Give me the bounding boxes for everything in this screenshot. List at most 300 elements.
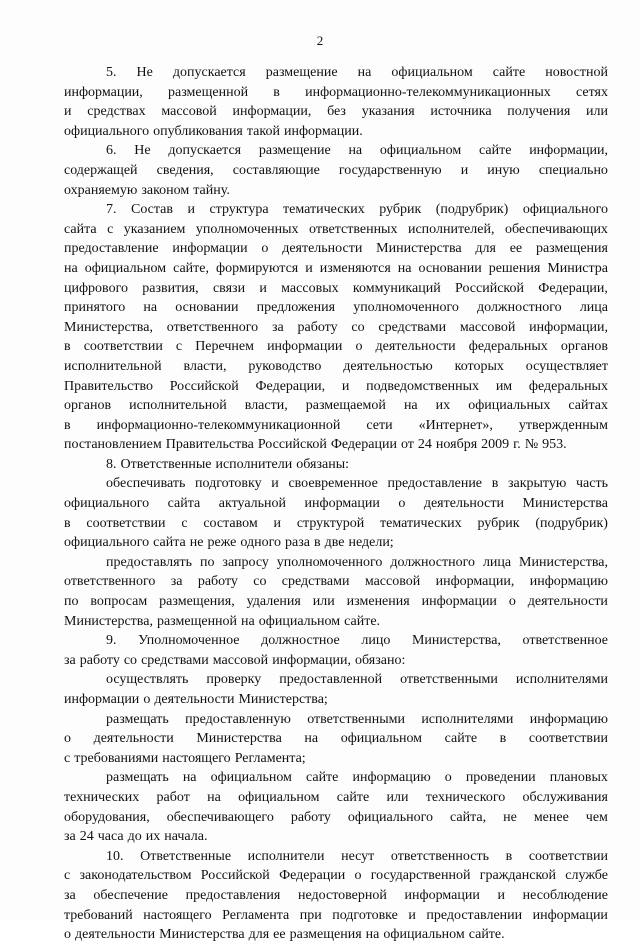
word: информацию bbox=[529, 711, 608, 727]
word: ее bbox=[509, 241, 523, 257]
word: настоящего bbox=[162, 750, 231, 766]
word: уполномоченного bbox=[276, 554, 383, 570]
word: в bbox=[273, 84, 280, 100]
word: информацию bbox=[529, 574, 608, 590]
text-line bbox=[64, 474, 608, 494]
paragraph-p9 bbox=[64, 631, 608, 670]
word: Министерства bbox=[159, 927, 245, 943]
word: такой bbox=[246, 123, 280, 139]
word: сведения, bbox=[156, 162, 214, 178]
text-line bbox=[64, 455, 608, 475]
word: информации bbox=[172, 241, 248, 257]
text-line bbox=[64, 279, 608, 299]
word: на bbox=[348, 143, 363, 159]
word: Федерации bbox=[330, 437, 397, 453]
word: сайта, bbox=[450, 809, 487, 825]
word: до bbox=[127, 829, 142, 845]
word: исполнителями bbox=[515, 672, 608, 688]
word: основании bbox=[418, 260, 482, 276]
word: Не bbox=[134, 143, 151, 159]
word: тематических bbox=[380, 515, 462, 531]
word: две bbox=[324, 535, 345, 551]
word: Министра bbox=[547, 260, 608, 276]
paragraph-p8a bbox=[64, 474, 608, 552]
text-line bbox=[64, 239, 608, 259]
text-line bbox=[64, 416, 608, 436]
word: с bbox=[64, 868, 71, 884]
word: раза bbox=[285, 535, 310, 551]
word: на bbox=[403, 398, 418, 414]
word: официального bbox=[522, 202, 608, 218]
text-line bbox=[64, 906, 608, 926]
word: деятельностью bbox=[343, 358, 433, 374]
word: работу bbox=[297, 319, 338, 335]
word: информации, bbox=[435, 574, 515, 590]
word: сайте. bbox=[344, 613, 381, 629]
word: Российской bbox=[200, 868, 270, 884]
word: своевременное bbox=[288, 476, 378, 492]
word: массовых bbox=[281, 280, 339, 296]
paragraph-p6 bbox=[64, 141, 608, 200]
word: ответственное bbox=[522, 633, 608, 649]
word: в bbox=[505, 848, 513, 864]
word: за bbox=[271, 319, 284, 335]
word: осуществлять bbox=[106, 672, 189, 688]
word: официального bbox=[347, 809, 434, 825]
word: Ответственные bbox=[120, 456, 212, 472]
word: Уполномоченное bbox=[138, 633, 240, 649]
word: за bbox=[64, 887, 76, 903]
text-line bbox=[64, 710, 608, 730]
word: обеспечивать bbox=[106, 476, 186, 492]
word: органов bbox=[64, 398, 112, 414]
word: работу bbox=[197, 574, 238, 590]
word: плановых bbox=[549, 770, 608, 786]
word: настоящего bbox=[143, 907, 212, 923]
text-line bbox=[64, 298, 608, 318]
paragraph-p8b bbox=[64, 553, 608, 631]
word: допускается bbox=[168, 143, 242, 159]
word: ответственность bbox=[390, 848, 489, 864]
word: требований bbox=[64, 907, 133, 923]
word: массовой bbox=[459, 319, 516, 335]
word: Министерства bbox=[196, 731, 282, 747]
word: оборудования, bbox=[64, 809, 150, 825]
word: или bbox=[386, 789, 409, 805]
word: предоставление bbox=[64, 241, 159, 257]
word: от bbox=[400, 437, 414, 453]
word: проведении bbox=[465, 770, 536, 786]
word: 24 bbox=[79, 829, 94, 845]
word: сайте bbox=[305, 770, 339, 786]
word: обеспечивающих bbox=[504, 221, 608, 237]
word: (подрубрик) bbox=[535, 515, 608, 531]
word: и bbox=[497, 887, 506, 903]
word: сайте. bbox=[468, 927, 505, 943]
word: лицо bbox=[361, 633, 391, 649]
word: лица bbox=[482, 554, 512, 570]
word: Министерства bbox=[376, 241, 462, 257]
word: часть bbox=[575, 476, 608, 492]
word: соответствии bbox=[528, 731, 608, 747]
word: удаления bbox=[246, 594, 301, 610]
word: исполнительной bbox=[129, 398, 227, 414]
word: исполнителями bbox=[421, 711, 514, 727]
word: постановлением bbox=[64, 437, 162, 453]
word: работ bbox=[156, 789, 190, 805]
word: получения bbox=[507, 104, 571, 120]
word: о bbox=[354, 868, 362, 884]
word: официального bbox=[64, 123, 150, 139]
word: не bbox=[189, 535, 204, 551]
text-line bbox=[64, 572, 608, 592]
word: деятельности bbox=[154, 692, 235, 707]
word: исполнительной bbox=[64, 358, 162, 374]
word: связи bbox=[212, 280, 246, 296]
word: на bbox=[241, 613, 255, 629]
word: массовой bbox=[364, 574, 421, 590]
text-line bbox=[64, 670, 608, 690]
word: исполнители bbox=[215, 456, 293, 472]
word: размещение bbox=[265, 65, 338, 80]
word: новостной bbox=[545, 65, 608, 80]
word: на bbox=[182, 770, 197, 786]
word: подготовке bbox=[332, 907, 398, 923]
word: размещение bbox=[258, 143, 331, 159]
word: вопросам bbox=[90, 594, 148, 610]
text-line bbox=[64, 651, 608, 671]
word: 2009 bbox=[481, 437, 510, 453]
word: предоставленную bbox=[185, 711, 291, 727]
word: официальном bbox=[258, 613, 341, 629]
word: обеспечивающего bbox=[166, 809, 274, 825]
word: средствами bbox=[281, 574, 350, 590]
word: должностное bbox=[261, 633, 340, 649]
text-line bbox=[64, 749, 608, 769]
word: сайта bbox=[167, 496, 201, 512]
word: уполномоченного bbox=[353, 300, 459, 316]
word: и bbox=[187, 202, 195, 218]
word: размещения bbox=[289, 927, 362, 943]
word: несоблюдение bbox=[522, 887, 608, 903]
word: (подрубрик) bbox=[435, 202, 509, 218]
word: указанием bbox=[123, 221, 186, 237]
word: официальном bbox=[238, 789, 320, 805]
text-line bbox=[64, 729, 608, 749]
word: утвержденным bbox=[518, 417, 608, 433]
word: в bbox=[499, 731, 507, 747]
word: изменения bbox=[346, 594, 410, 610]
word: технического bbox=[425, 789, 506, 805]
word: рубрик bbox=[477, 515, 520, 531]
word: сайте bbox=[492, 65, 526, 80]
word: официальных bbox=[468, 398, 551, 414]
text-line bbox=[64, 808, 608, 828]
word: и bbox=[259, 280, 267, 296]
word: размещенной bbox=[168, 84, 249, 100]
word: Российской bbox=[257, 437, 327, 453]
word: и bbox=[273, 515, 282, 531]
word: № bbox=[524, 437, 539, 453]
word: размещать bbox=[106, 711, 169, 727]
word: тематических bbox=[283, 202, 365, 218]
paragraph-p10 bbox=[64, 847, 608, 945]
word: требованиями bbox=[74, 750, 159, 766]
word: работу bbox=[79, 652, 120, 668]
word: на bbox=[304, 731, 319, 747]
word: реже bbox=[207, 535, 237, 551]
word: со bbox=[351, 319, 365, 335]
word: тайну. bbox=[193, 182, 230, 198]
word: на bbox=[207, 789, 221, 805]
word: со bbox=[253, 574, 267, 590]
word: органов bbox=[560, 339, 608, 355]
word: не bbox=[503, 809, 517, 825]
word: о bbox=[398, 496, 406, 512]
word: федеральных bbox=[528, 378, 608, 394]
word: формируются bbox=[216, 260, 299, 276]
word: средствах bbox=[87, 104, 146, 120]
paragraph-p5 bbox=[64, 63, 608, 141]
word: предложения bbox=[256, 300, 336, 316]
word: власти, bbox=[244, 398, 288, 414]
text-line bbox=[64, 886, 608, 906]
paragraph-p9c bbox=[64, 768, 608, 846]
word: на bbox=[64, 260, 78, 276]
word: сетях bbox=[575, 84, 608, 100]
word: запросу bbox=[222, 554, 269, 570]
word: исполнителей, bbox=[407, 221, 495, 237]
word: закрытую bbox=[507, 476, 567, 492]
word: Регламента bbox=[222, 907, 290, 923]
word: официального bbox=[64, 535, 150, 551]
word: часа bbox=[97, 829, 124, 845]
word: и bbox=[271, 476, 279, 492]
word: информации bbox=[404, 887, 480, 903]
word: 6. bbox=[106, 143, 117, 159]
word: средствами bbox=[378, 319, 447, 335]
text-line bbox=[64, 847, 608, 867]
word: допускается bbox=[172, 65, 246, 80]
word: сайте, bbox=[173, 260, 209, 276]
word: работу bbox=[290, 809, 331, 825]
word: ответственными bbox=[400, 672, 498, 688]
word: уполномоченных bbox=[195, 221, 299, 237]
word: проверку bbox=[206, 672, 262, 688]
word: структурой bbox=[296, 515, 365, 531]
word: информации bbox=[532, 907, 608, 923]
word: 953. bbox=[542, 437, 567, 453]
word: подготовку bbox=[195, 476, 262, 492]
text-line bbox=[64, 141, 608, 161]
text-line bbox=[64, 63, 608, 83]
word: на bbox=[397, 260, 412, 276]
word: соответствии bbox=[86, 515, 166, 531]
paragraph-p9a bbox=[64, 670, 608, 709]
word: информации, bbox=[64, 84, 143, 100]
word: деятельности bbox=[423, 496, 504, 512]
word: соответствии bbox=[83, 339, 163, 355]
text-line bbox=[64, 161, 608, 181]
word: законодательством bbox=[79, 868, 192, 884]
word: в bbox=[64, 339, 71, 355]
word: составляющие bbox=[232, 162, 320, 178]
word: «Интернет», bbox=[418, 417, 493, 433]
word: информации. bbox=[283, 123, 363, 139]
word: иную bbox=[487, 162, 520, 178]
word: размещаемой bbox=[305, 398, 386, 414]
word: соответствии bbox=[528, 848, 608, 864]
word: размещенной bbox=[156, 613, 238, 629]
word: 7. bbox=[106, 202, 117, 218]
word: с bbox=[64, 750, 71, 766]
word: официальном bbox=[210, 770, 292, 786]
word: информации, bbox=[272, 652, 351, 668]
text-line bbox=[64, 631, 608, 651]
word: Федерации bbox=[279, 868, 346, 884]
word: Министерства, bbox=[64, 319, 153, 335]
word: и bbox=[408, 907, 416, 923]
word: по bbox=[200, 554, 215, 570]
word: предоставлять bbox=[106, 554, 193, 570]
word: официальном bbox=[391, 65, 473, 80]
word: лица bbox=[579, 300, 608, 316]
word: руководство bbox=[248, 358, 322, 374]
text-line bbox=[64, 200, 608, 220]
word: информации, bbox=[232, 104, 312, 120]
word: информации bbox=[304, 496, 380, 512]
word: их bbox=[435, 398, 451, 414]
word: Министерства; bbox=[238, 692, 328, 707]
word: в bbox=[64, 515, 71, 531]
paragraph-p7 bbox=[64, 200, 608, 455]
word: опубликования bbox=[153, 123, 243, 139]
word: должностного bbox=[390, 554, 476, 570]
paragraph-p8 bbox=[64, 455, 608, 475]
text-line bbox=[64, 83, 608, 103]
word: сайте bbox=[479, 143, 512, 159]
word: Федерации, bbox=[538, 280, 608, 296]
paragraph-p9b bbox=[64, 710, 608, 769]
word: г. bbox=[513, 437, 521, 453]
word: Состав bbox=[130, 202, 173, 218]
word: информации, bbox=[529, 143, 608, 159]
text-line bbox=[64, 612, 608, 632]
word: или bbox=[586, 104, 608, 120]
word: сети bbox=[366, 417, 393, 433]
word: сайта bbox=[153, 535, 186, 551]
word: 8. bbox=[106, 456, 117, 472]
word: официального bbox=[64, 496, 150, 512]
word: сайте bbox=[336, 789, 370, 805]
word: Министерства bbox=[522, 496, 608, 512]
word: ответственных bbox=[309, 221, 398, 237]
word: Правительство bbox=[64, 378, 153, 394]
word: охраняемую bbox=[64, 182, 138, 198]
text-line bbox=[64, 925, 608, 945]
word: без bbox=[327, 104, 346, 120]
word: структура bbox=[209, 202, 269, 218]
word: Ответственные bbox=[140, 848, 232, 864]
word: деятельности bbox=[527, 594, 608, 610]
word: обязано: bbox=[355, 652, 406, 668]
text-line bbox=[64, 259, 608, 279]
word: Федерации, bbox=[255, 378, 326, 394]
word: 9. bbox=[106, 633, 117, 649]
word: массовой bbox=[161, 104, 217, 120]
word: официальном bbox=[84, 260, 167, 276]
word: на bbox=[143, 300, 158, 316]
word: размещать bbox=[106, 770, 169, 786]
word: предоставленной bbox=[279, 672, 383, 688]
text-line bbox=[64, 122, 608, 142]
word: информации bbox=[64, 692, 140, 707]
word: службе bbox=[565, 868, 608, 884]
page-number: 2 bbox=[316, 33, 324, 48]
word: законом bbox=[141, 182, 190, 198]
word: в bbox=[491, 476, 499, 492]
word: ноября bbox=[435, 437, 478, 453]
word: средствами bbox=[141, 652, 209, 668]
word: и bbox=[460, 162, 469, 178]
word: изменяются bbox=[319, 260, 391, 276]
word: для bbox=[248, 927, 270, 943]
word: информационно-телекоммуникационной bbox=[96, 417, 341, 433]
text-line bbox=[64, 494, 608, 514]
word: на bbox=[357, 65, 372, 80]
word: несут bbox=[341, 848, 375, 864]
word: Регламента; bbox=[234, 750, 306, 766]
word: Министерства, bbox=[411, 633, 501, 649]
word: предоставлении bbox=[426, 907, 523, 923]
word: и bbox=[305, 260, 313, 276]
word: о bbox=[64, 927, 71, 943]
word: им bbox=[495, 378, 513, 394]
text-line bbox=[64, 220, 608, 240]
word: специально bbox=[538, 162, 608, 178]
word: ответственными bbox=[307, 711, 405, 727]
word: информации bbox=[267, 339, 343, 355]
word: о bbox=[508, 594, 516, 610]
word: деятельности bbox=[93, 731, 174, 747]
text-line bbox=[64, 768, 608, 788]
word: чем bbox=[585, 809, 608, 825]
word: деятельности bbox=[375, 339, 456, 355]
word: предоставление bbox=[387, 476, 483, 492]
word: с bbox=[175, 339, 183, 355]
word: о bbox=[444, 770, 452, 786]
word: официальном bbox=[383, 927, 465, 943]
word: принятого bbox=[64, 300, 126, 316]
word: подведомственных bbox=[366, 378, 480, 394]
word: сайта bbox=[64, 221, 97, 237]
word: которых bbox=[454, 358, 504, 374]
document-body bbox=[64, 63, 608, 945]
word: с bbox=[181, 515, 188, 531]
word: недостоверной bbox=[298, 887, 387, 903]
text-line bbox=[64, 377, 608, 397]
word: 10. bbox=[106, 848, 124, 864]
word: массовой bbox=[212, 652, 269, 668]
text-line bbox=[64, 553, 608, 573]
word: основании bbox=[175, 300, 239, 316]
word: коммуникаций bbox=[352, 280, 441, 296]
text-line bbox=[64, 435, 608, 455]
word: с bbox=[107, 221, 114, 237]
text-line bbox=[64, 827, 608, 847]
text-line bbox=[64, 788, 608, 808]
word: Министерства, bbox=[64, 613, 153, 629]
